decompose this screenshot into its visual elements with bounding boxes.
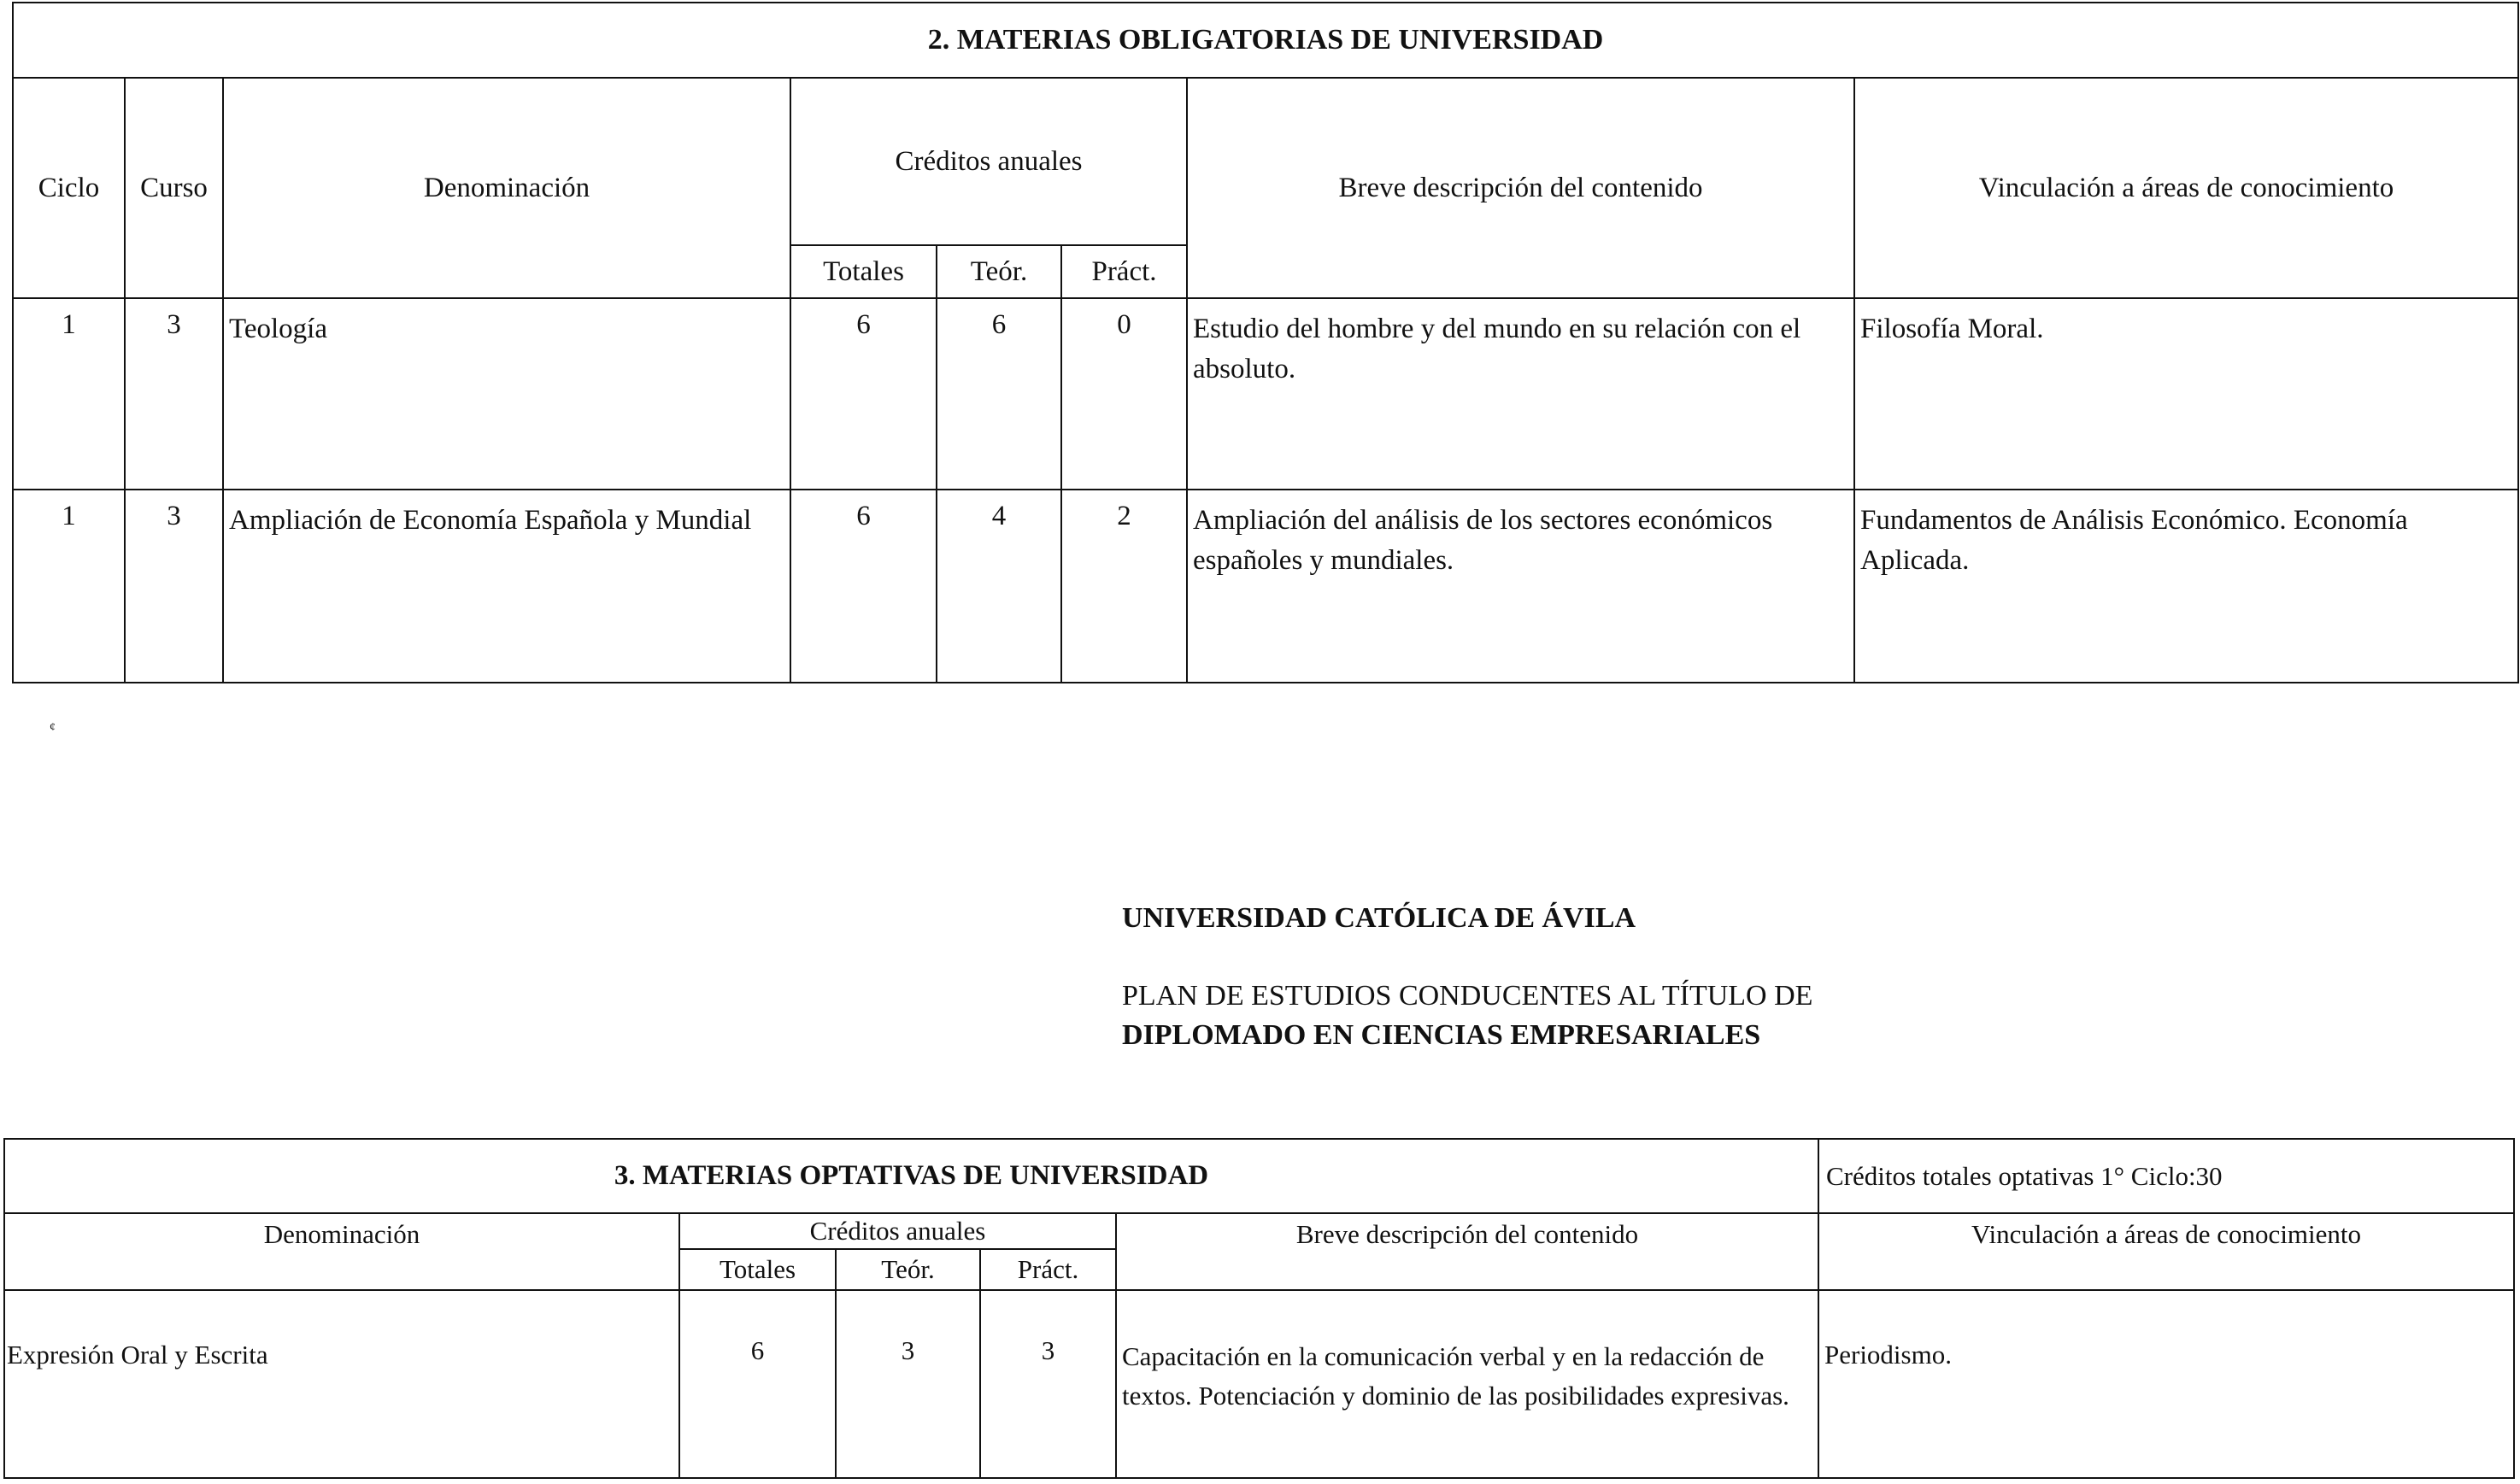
header-totales: Totales [790,245,937,298]
header-vinculacion: Vinculación a áreas de conocimiento [1854,78,2518,298]
obligatorias-table [12,2,2519,683]
cell-pract: 3 [980,1290,1116,1478]
scan-mark: ¢ [50,721,56,734]
header-vinculacion: Vinculación a áreas de conocimiento [1818,1213,2514,1290]
cell-denominacion: Expresión Oral y Escrita [4,1290,679,1478]
cell-totales: 6 [790,298,937,490]
plan-title-line2: DIPLOMADO EN CIENCIAS EMPRESARIALES [1122,1019,1761,1051]
university-name: UNIVERSIDAD CATÓLICA DE ÁVILA [1122,902,1636,934]
table-row [4,1290,2514,1478]
header-teor: Teór. [836,1249,980,1290]
table-row [13,298,2518,490]
header-pract: Práct. [1061,245,1187,298]
header-creditos-anuales: Créditos anuales [679,1213,1116,1249]
header-totales: Totales [679,1249,836,1290]
cell-denominacion: Teología [223,298,790,490]
cell-curso: 3 [125,298,223,490]
optativas-table [3,1138,2515,1479]
cell-teor: 6 [937,298,1061,490]
cell-denominacion: Ampliación de Economía Española y Mundial [223,490,790,683]
cell-vinculacion: Fundamentos de Análisis Económico. Economía Aplicada. [1854,490,2518,683]
cell-vinculacion: Periodismo. [1818,1290,2514,1478]
cell-totales: 6 [679,1290,836,1478]
header-descripcion: Breve descripción del contenido [1187,78,1854,298]
header-curso: Curso [125,78,223,298]
cell-ciclo: 1 [13,490,125,683]
table-row [13,490,2518,683]
cell-curso: 3 [125,490,223,683]
header-ciclo: Ciclo [13,78,125,298]
cell-pract: 2 [1061,490,1187,683]
cell-ciclo: 1 [13,298,125,490]
cell-teor: 4 [937,490,1061,683]
cell-teor: 3 [836,1290,980,1478]
total-optativas: Créditos totales optativas 1° Ciclo:30 [1818,1139,2514,1213]
header-creditos-anuales: Créditos anuales [790,78,1187,245]
header-denominacion: Denominación [223,78,790,298]
section-title: 2. MATERIAS OBLIGATORIAS DE UNIVERSIDAD [13,3,2518,78]
cell-descripcion: Capacitación en la comunicación verbal y en la redacción de textos. Potenciación y dominio de las posibilidades expresivas. [1116,1290,1818,1478]
header-teor: Teór. [937,245,1061,298]
header-denominacion: Denominación [4,1213,679,1290]
cell-pract: 0 [1061,298,1187,490]
cell-descripcion: Estudio del hombre y del mundo en su relación con el absoluto. [1187,298,1854,490]
plan-title-line1: PLAN DE ESTUDIOS CONDUCENTES AL TÍTULO DE [1122,980,1813,1012]
section-title: 3. MATERIAS OPTATIVAS DE UNIVERSIDAD [4,1139,1818,1213]
header-pract: Práct. [980,1249,1116,1290]
cell-vinculacion: Filosofía Moral. [1854,298,2518,490]
header-descripcion: Breve descripción del contenido [1116,1213,1818,1290]
cell-descripcion: Ampliación del análisis de los sectores económicos españoles y mundiales. [1187,490,1854,683]
cell-totales: 6 [790,490,937,683]
